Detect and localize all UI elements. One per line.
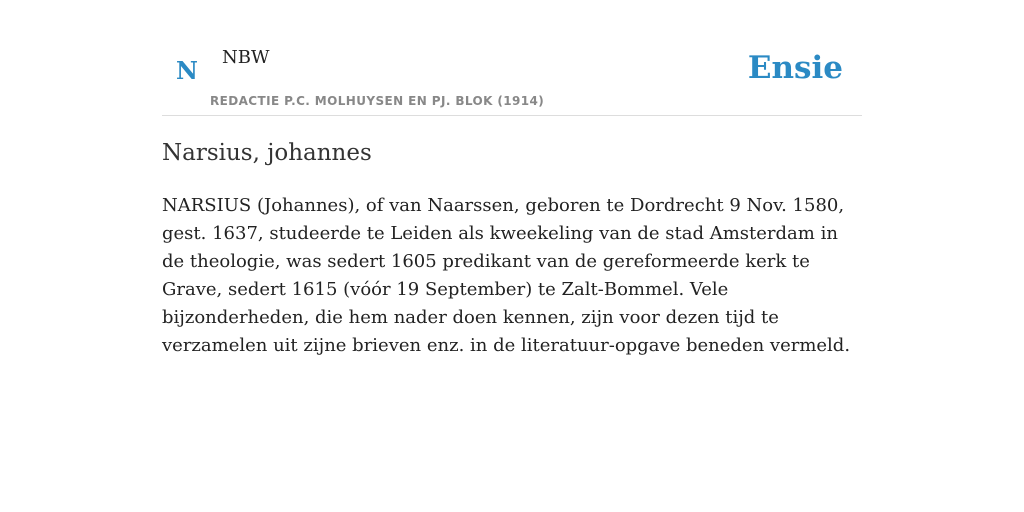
page-title: Narsius, johannes (162, 140, 372, 166)
source-header (162, 40, 862, 116)
ensie-logo[interactable]: Ensie (747, 50, 843, 86)
index-letter[interactable]: N (176, 56, 198, 85)
entry-body: NARSIUS (Johannes), of van Naarssen, geboren te Dordrecht 9 Nov. 1580, gest. 1637, studeerde te Leiden als kweekeling van de stad Amsterdam in de theologie, was sedert 1605 predikant van de gereformeerde kerk te Grave, sedert 1615 (vóór 19 September) te Zalt-Bommel. Vele bijzonderheden, die hem nader doen kennen, zijn voor dezen tijd te verzamelen uit zijne brieven enz. in de literatuur-opgave beneden vermeld. (162, 195, 851, 356)
source-editors: REDACTIE P.C. MOLHUYSEN EN PJ. BLOK (1914) (210, 94, 545, 108)
source-title[interactable]: NBW (222, 47, 270, 68)
